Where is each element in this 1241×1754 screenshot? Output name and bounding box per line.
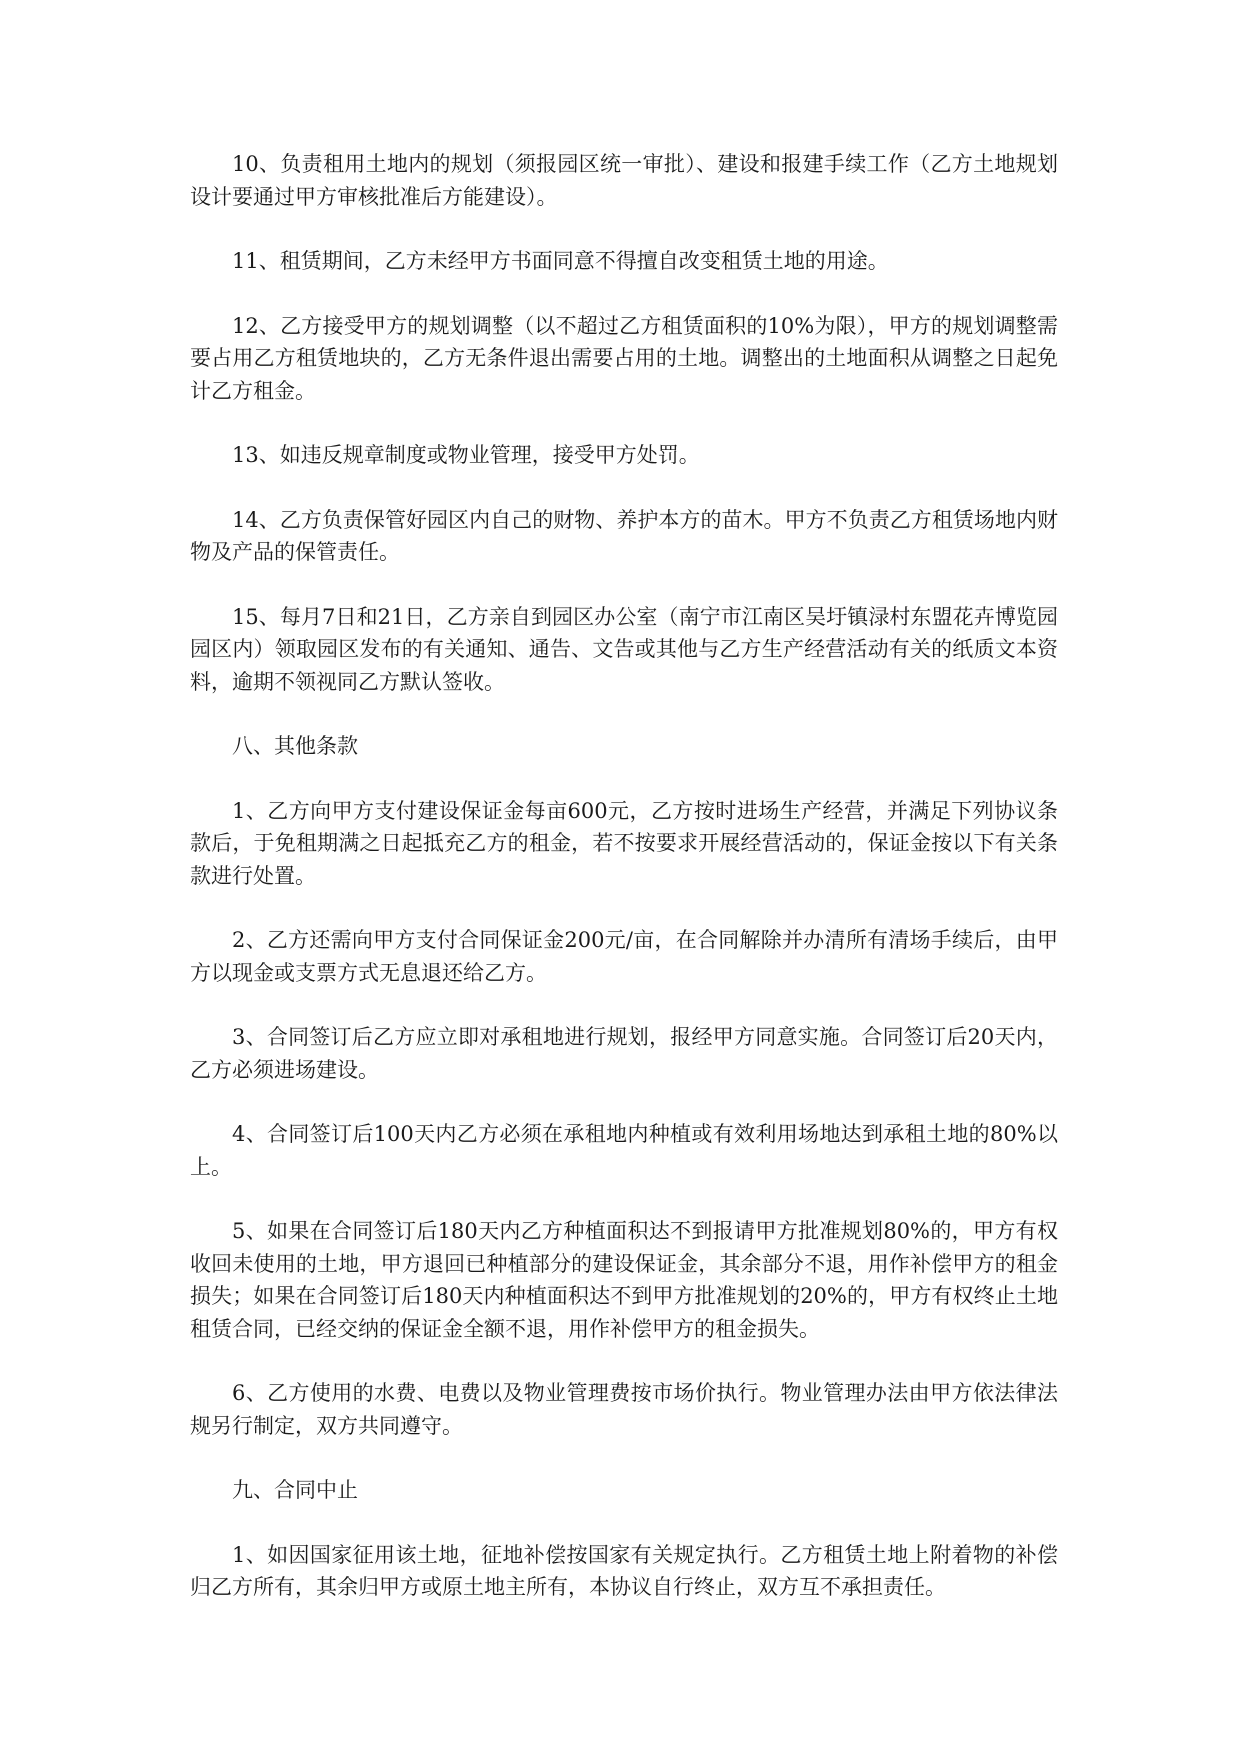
clause-12: 12、乙方接受甲方的规划调整（以不超过乙方租赁面积的10%为限），甲方的规划调整需要占用乙方租赁地块的，乙方无条件退出需要占用的土地。调整出的土地面积从调整之日起免计乙方租金。 xyxy=(190,313,1058,403)
other-terms-item-6: 6、乙方使用的水费、电费以及物业管理费按市场价执行。物业管理办法由甲方依法律法规另行制定，双方共同遵守。 xyxy=(190,1381,1058,1438)
clause-11: 11、租赁期间，乙方未经甲方书面同意不得擅自改变租赁土地的用途。 xyxy=(232,249,889,273)
clause-10: 10、负责租用土地内的规划（须报园区统一审批）、建设和报建手续工作（乙方土地规划设计要通过甲方审核批准后方能建设）。 xyxy=(190,152,1058,209)
section-heading-contract-suspension: 九、合同中止 xyxy=(232,1478,358,1502)
other-terms-item-2: 2、乙方还需向甲方支付合同保证金200元/亩，在合同解除并办清所有清场手续后，由甲方以现金或支票方式无息退还给乙方。 xyxy=(190,928,1058,985)
document-body xyxy=(190,148,1058,1636)
suspension-item-1: 1、如因国家征用该土地，征地补偿按国家有关规定执行。乙方租赁土地上附着物的补偿归乙方所有，其余归甲方或原土地主所有，本协议自行终止，双方互不承担责任。 xyxy=(190,1542,1058,1599)
other-terms-item-5: 5、如果在合同签订后180天内乙方种植面积达不到报请甲方批准规划80%的，甲方有权收回未使用的土地，甲方退回已种植部分的建设保证金，其余部分不退，用作补偿甲方的租金损失；如果在合同签订后180天内种植面积达不到甲方批准规划的20%的，甲方有权终止土地租赁合同，已经交纳的保证金全额不退，用作补偿甲方的租金损失。 xyxy=(190,1219,1058,1341)
other-terms-item-1: 1、乙方向甲方支付建设保证金每亩600元，乙方按时进场生产经营，并满足下列协议条款后，于免租期满之日起抵充乙方的租金，若不按要求开展经营活动的，保证金按以下有关条款进行处置。 xyxy=(190,798,1058,888)
section-heading-other-terms: 八、其他条款 xyxy=(232,734,358,758)
other-terms-item-3: 3、合同签订后乙方应立即对承租地进行规划，报经甲方同意实施。合同签订后20天内，乙方必须进场建设。 xyxy=(190,1025,1058,1082)
clause-14: 14、乙方负责保管好园区内自己的财物、养护本方的苗木。甲方不负责乙方租赁场地内财物及产品的保管责任。 xyxy=(190,507,1058,564)
clause-13: 13、如违反规章制度或物业管理，接受甲方处罚。 xyxy=(232,443,700,467)
clause-15: 15、每月7日和21日，乙方亲自到园区办公室（南宁市江南区吴圩镇渌村东盟花卉博览园园区内）领取园区发布的有关通知、通告、文告或其他与乙方生产经营活动有关的纸质文本资料，逾期不领视同乙方默认签收。 xyxy=(190,604,1058,694)
other-terms-item-4: 4、合同签订后100天内乙方必须在承租地内种植或有效利用场地达到承租土地的80%以上。 xyxy=(190,1122,1058,1179)
